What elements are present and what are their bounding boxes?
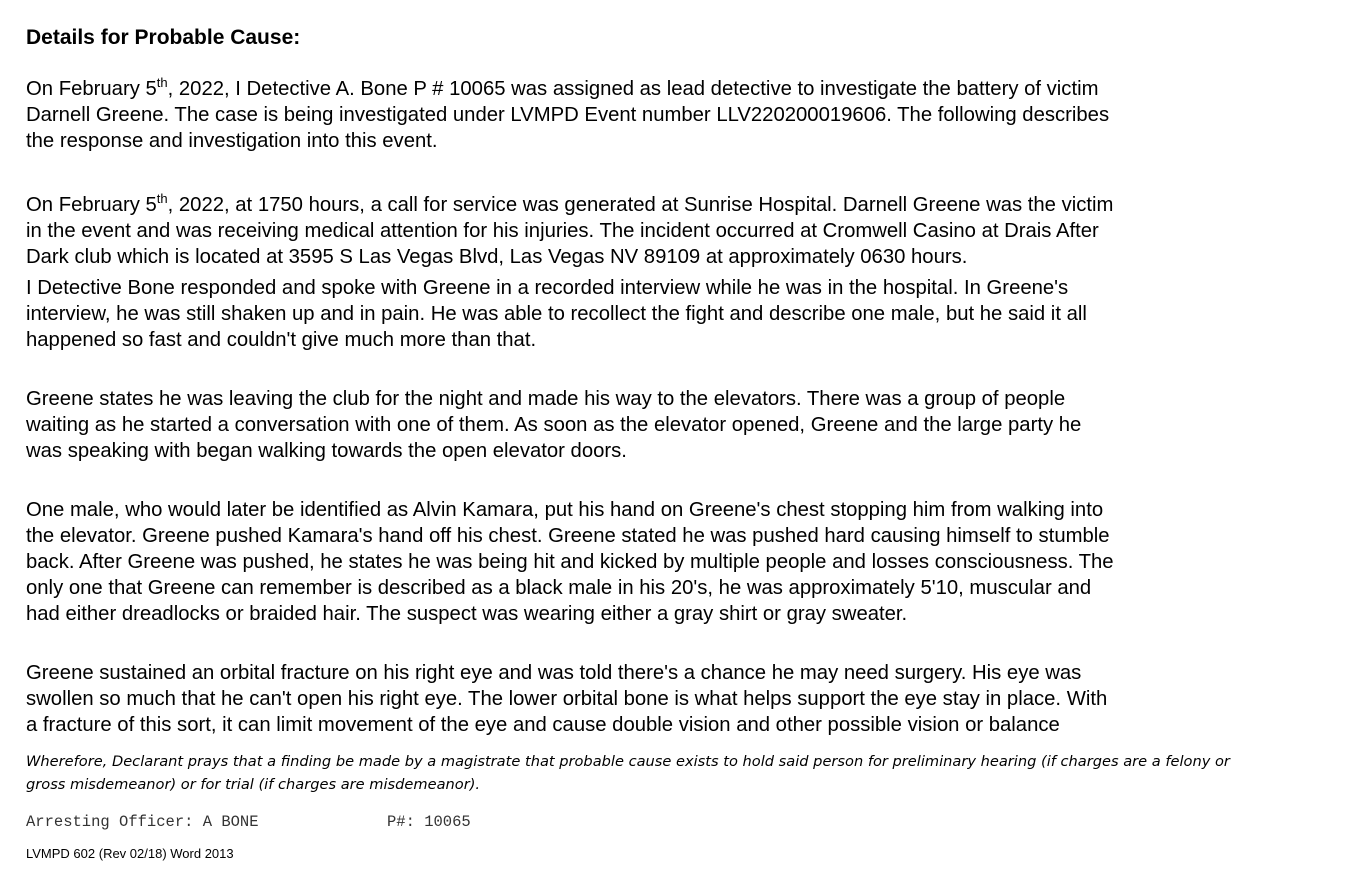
probable-cause-page: [26, 0, 1336, 894]
paragraph-line: Dark club which is located at 3595 S Las Vegas Blvd, Las Vegas NV 89109 at approximately 0630 hours.: [26, 246, 968, 268]
paragraph-line: only one that Greene can remember is described as a black male in his 20's, he was approximately 5'10, muscular and: [26, 577, 1092, 599]
paragraph-line: On February 5th, 2022, at 1750 hours, a call for service was generated at Sunrise Hospital. Darnell Greene was the victim: [26, 191, 1114, 216]
paragraph-line: the response and investigation into this event.: [26, 130, 438, 152]
paragraph-injuries: [26, 660, 1248, 738]
paragraph-line: a fracture of this sort, it can limit movement of the eye and cause double vision and other possible vision or balance: [26, 714, 1060, 736]
paragraph-assault: [26, 497, 1248, 627]
paragraph-line: One male, who would later be identified as Alvin Kamara, put his hand on Greene's chest stopping him from walking into: [26, 499, 1104, 521]
paragraph-line: Greene sustained an orbital fracture on his right eye and was told there's a chance he may need surgery. His eye was: [26, 662, 1082, 684]
paragraph-line: On February 5th, 2022, I Detective A. Bone P # 10065 was assigned as lead detective to investigate the battery of victim: [26, 75, 1099, 100]
paragraph-line: Darnell Greene. The case is being investigated under LVMPD Event number LLV220200019606. The following describes: [26, 104, 1110, 126]
paragraph-line: in the event and was receiving medical attention for his injuries. The incident occurred at Cromwell Casino at Drais After: [26, 220, 1099, 242]
paragraph-line: back. After Greene was pushed, he states he was being hit and kicked by multiple people and losses consciousness. The: [26, 551, 1114, 573]
paragraph-elevators: [26, 386, 1248, 464]
paragraph-line: I Detective Bone responded and spoke with Greene in a recorded interview while he was in the hospital. In Greene's: [26, 277, 1069, 299]
arresting-officer-line: [26, 812, 471, 832]
wherefore-line: Wherefore, Declarant prays that a finding be made by a magistrate that probable cause exists to hold said person for preliminary hearing (if charges are a felony or: [26, 753, 1230, 770]
paragraph-line: swollen so much that he can't open his right eye. The lower orbital bone is what helps support the eye stay in place. With: [26, 688, 1108, 710]
paragraph-line: interview, he was still shaken up and in pain. He was able to recollect the fight and describe one male, but he said it all: [26, 303, 1087, 325]
officer-p-number: P#: 10065: [387, 813, 471, 831]
paragraph-line: waiting as he started a conversation with one of them. As soon as the elevator opened, Greene and the large party he: [26, 414, 1082, 436]
wherefore-statement: [26, 750, 1286, 796]
section-heading: Details for Probable Cause:: [26, 26, 301, 49]
paragraph-assignment: [26, 76, 1248, 154]
paragraph-interview: [26, 275, 1248, 353]
paragraph-line: had either dreadlocks or braided hair. The suspect was wearing either a gray shirt or gray sweater.: [26, 603, 908, 625]
arresting-officer-name: Arresting Officer: A BONE: [26, 813, 259, 831]
paragraph-call-for-service: [26, 192, 1248, 270]
form-identifier: LVMPD 602 (Rev 02/18) Word 2013: [26, 846, 234, 861]
wherefore-line: gross misdemeanor) or for trial (if charges are misdemeanor).: [26, 776, 481, 793]
paragraph-line: was speaking with began walking towards the open elevator doors.: [26, 440, 627, 462]
paragraph-line: happened so fast and couldn't give much more than that.: [26, 329, 537, 351]
paragraph-line: the elevator. Greene pushed Kamara's hand off his chest. Greene stated he was pushed hard causing himself to stumble: [26, 525, 1110, 547]
paragraph-line: Greene states he was leaving the club for the night and made his way to the elevators. There was a group of people: [26, 388, 1066, 410]
